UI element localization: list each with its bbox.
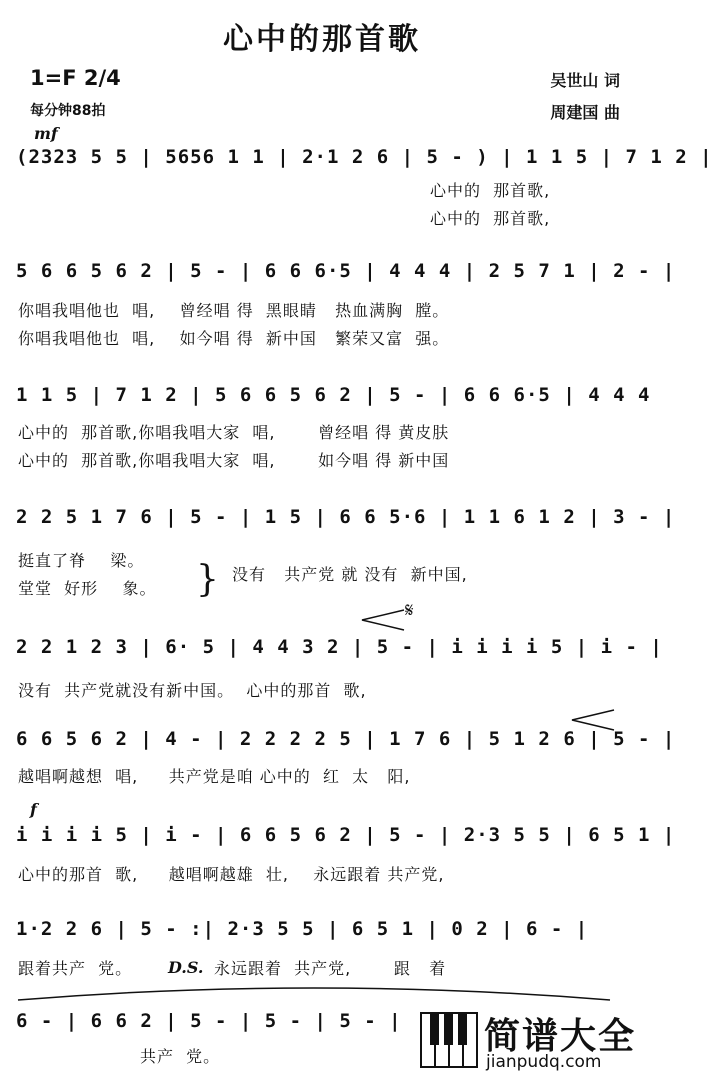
verse-brace: } xyxy=(196,559,219,600)
lyric-line-2a: 你唱我唱他也 唱, 曾经唱 得 黑眼睛 热血满胸 膛。 xyxy=(18,301,450,320)
staff-line-9: 6 - | 6 6 2 | 5 - | 5 - | 5 - | xyxy=(16,1010,402,1032)
watermark-url: jianpudq.com xyxy=(486,1052,602,1072)
lyric-line-7: 心中的那首 歌, 越唱啊越雄 壮, 永远跟着 共产党, xyxy=(18,865,445,884)
lyric-line-8b: 永远跟着 共产党, 跟 着 xyxy=(214,959,447,978)
dal-segno: D.S. xyxy=(168,958,204,977)
key-signature: 1=F 2/4 xyxy=(30,66,121,90)
lyric-line-4a: 挺直了脊 梁。 xyxy=(18,551,145,570)
lyric-line-5: 没有 共产党就没有新中国。 心中的那首 歌, xyxy=(18,681,367,700)
staff-line-3: 1 1 5 | 7 1 2 | 5 6 6 5 6 2 | 5 - | 6 6 6·5 | 4 4 4 xyxy=(16,384,651,406)
staff-line-5: 2 2 1 2 3 | 6· 5 | 4 4 3 2 | 5 - | i i i i 5 | i - | xyxy=(16,636,663,658)
dynamic-f: f xyxy=(30,800,37,819)
tempo-marking: 每分钟88拍 xyxy=(30,103,106,119)
piano-keys-icon xyxy=(420,1012,478,1068)
lyric-line-3b: 心中的 那首歌,你唱我唱大家 唱, 如今唱 得 新中国 xyxy=(18,451,450,470)
crescendo-hairpin-2 xyxy=(570,708,616,732)
segno-sign: 𝄋 xyxy=(405,598,414,622)
lyric-line-8a: 跟着共产 党。 xyxy=(18,959,133,978)
staff-line-6: 6 6 5 6 2 | 4 - | 2 2 2 2 5 | 1 7 6 | 5 1 2 6 | 5 - | xyxy=(16,728,676,750)
lyric-line-2b: 你唱我唱他也 唱, 如今唱 得 新中国 繁荣又富 强。 xyxy=(18,329,450,348)
tie-arc-final xyxy=(14,984,614,1004)
lyric-line-1b: 心中的 那首歌, xyxy=(430,209,551,228)
site-watermark xyxy=(420,1006,640,1076)
lyric-line-6: 越唱啊越想 唱, 共产党是咱 心中的 红 太 阳, xyxy=(18,767,411,786)
lyric-line-4b: 堂堂 好形 象。 xyxy=(18,579,157,598)
lyric-line-9: 共产 党。 xyxy=(140,1047,221,1066)
lyric-line-3a: 心中的 那首歌,你唱我唱大家 唱, 曾经唱 得 黄皮肤 xyxy=(18,423,450,442)
staff-line-7: i i i i 5 | i - | 6 6 5 6 2 | 5 - | 2·3 5 5 | 6 5 1 | xyxy=(16,824,676,846)
song-title: 心中的那首歌 xyxy=(223,22,421,57)
staff-line-8: 1·2 2 6 | 5 - :| 2·3 5 5 | 6 5 1 | 0 2 | 6 - | xyxy=(16,918,589,940)
refrain-lyric: 没有 共产党 就 没有 新中国, xyxy=(232,565,468,584)
staff-line-2: 5 6 6 5 6 2 | 5 - | 6 6 6·5 | 4 4 4 | 2 5 7 1 | 2 - | xyxy=(16,260,676,282)
staff-line-1: (2323 5 5 | 5656 1 1 | 2·1 2 6 | 5 - ) | 1 1 5 | 7 1 2 | xyxy=(16,146,713,168)
dynamic-mf: mf xyxy=(34,124,58,143)
composer-credit: 周建国 曲 xyxy=(550,103,620,122)
staff-line-4: 2 2 5 1 7 6 | 5 - | 1 5 | 6 6 5·6 | 1 1 6 1 2 | 3 - | xyxy=(16,506,676,528)
crescendo-hairpin-1 xyxy=(360,608,406,632)
watermark-name: 简谱大全 xyxy=(484,1016,637,1057)
lyric-line-1a: 心中的 那首歌, xyxy=(430,181,551,200)
lyricist-credit: 吴世山 词 xyxy=(550,71,620,90)
